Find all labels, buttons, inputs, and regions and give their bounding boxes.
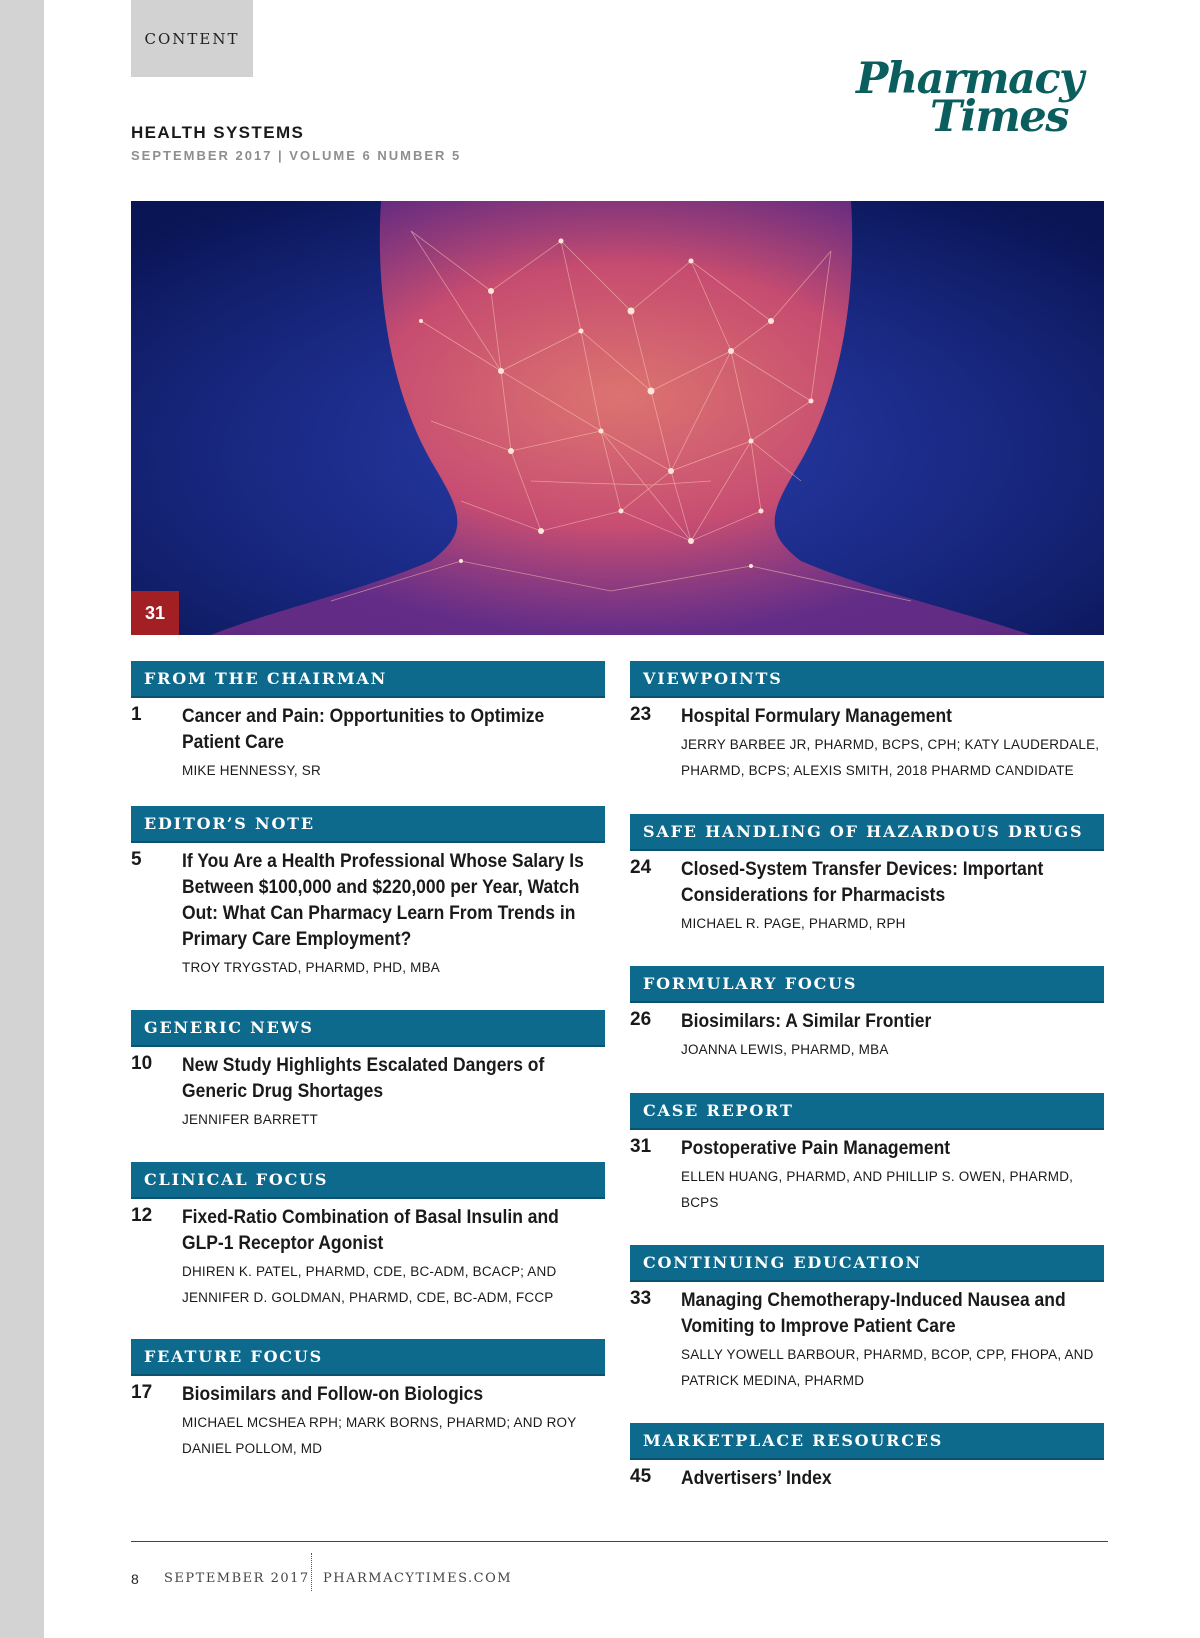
entry-author: DHIREN K. PATEL, PHARMD, CDE, BC-ADM, BCACP; AND JENNIFER D. GOLDMAN, PHARMD, CDE, BC-ADM, FCCP — [182, 1264, 557, 1305]
entry-page-number: 10 — [131, 1053, 153, 1074]
logo-word-times: Times — [930, 92, 1068, 142]
footer-date: SEPTEMBER 2017 — [164, 1571, 310, 1586]
toc-entry[interactable] — [131, 698, 605, 784]
section-heading: CASE REPORT — [630, 1093, 1104, 1130]
publication-name: HEALTH SYSTEMS — [131, 123, 305, 142]
entry-author: TROY TRYGSTAD, PHARMD, PHD, MBA — [182, 960, 440, 975]
footer-page-number: 8 — [131, 1571, 139, 1587]
entry-page-number: 5 — [131, 849, 142, 870]
section-heading: FEATURE FOCUS — [131, 1339, 605, 1376]
toc-entry[interactable] — [630, 1130, 1104, 1216]
entry-page-number: 23 — [630, 704, 652, 725]
toc-entry[interactable] — [131, 843, 605, 981]
toc-right-column — [630, 661, 1104, 1492]
toc-section — [630, 966, 1104, 1093]
section-heading: FORMULARY FOCUS — [630, 966, 1104, 1003]
toc-section — [630, 1093, 1104, 1245]
toc-section — [131, 1339, 605, 1462]
entry-author: JENNIFER BARRETT — [182, 1112, 318, 1127]
entry-title[interactable]: Postoperative Pain Management — [681, 1138, 951, 1159]
entry-author: MIKE HENNESSY, SR — [182, 763, 321, 778]
entry-author: MICHAEL R. PAGE, PHARMD, RPH — [681, 916, 906, 931]
entry-page-number: 24 — [630, 857, 652, 878]
section-heading: MARKETPLACE RESOURCES — [630, 1423, 1104, 1460]
entry-page-number: 1 — [131, 704, 142, 725]
entry-page-number: 33 — [630, 1288, 652, 1309]
entry-title[interactable]: Fixed-Ratio Combination of Basal Insulin and GLP-1 Receptor Agonist — [182, 1207, 559, 1254]
issue-info: SEPTEMBER 2017 | VOLUME 6 NUMBER 5 — [131, 148, 462, 163]
entry-page-number: 45 — [630, 1466, 652, 1487]
content-tab[interactable]: CONTENT — [131, 0, 253, 77]
toc-section — [630, 1245, 1104, 1423]
toc-entry[interactable] — [131, 1376, 605, 1462]
neural-head-illustration — [131, 201, 1104, 635]
section-heading: EDITOR’S NOTE — [131, 806, 605, 843]
section-heading: CLINICAL FOCUS — [131, 1162, 605, 1199]
toc-section — [131, 1010, 605, 1162]
entry-page-number: 26 — [630, 1009, 652, 1030]
toc-section — [131, 1162, 605, 1339]
entry-author: JERRY BARBEE JR, PHARMD, BCPS, CPH; KATY LAUDERDALE, PHARMD, BCPS; ALEXIS SMITH, 2018 PHARMD CANDIDATE — [681, 737, 1100, 778]
section-heading: CONTINUING EDUCATION — [630, 1245, 1104, 1282]
toc-section — [630, 661, 1104, 814]
toc-entry[interactable] — [630, 698, 1104, 784]
toc-entry[interactable] — [630, 1282, 1104, 1394]
section-heading: VIEWPOINTS — [630, 661, 1104, 698]
entry-title[interactable]: Closed-System Transfer Devices: Important Considerations for Pharmacists — [681, 859, 1044, 906]
section-heading: SAFE HANDLING OF HAZARDOUS DRUGS — [630, 814, 1104, 851]
toc-entry[interactable] — [131, 1047, 605, 1133]
toc-section — [131, 661, 605, 806]
footer-divider — [311, 1553, 313, 1591]
entry-title[interactable]: Biosimilars: A Similar Frontier — [681, 1011, 932, 1032]
pharmacy-times-logo[interactable] — [850, 54, 1105, 148]
toc-entry[interactable] — [630, 1003, 1104, 1063]
footer-rule — [131, 1541, 1108, 1542]
toc-section — [131, 806, 605, 1010]
entry-author: SALLY YOWELL BARBOUR, PHARMD, BCOP, CPP, FHOPA, AND PATRICK MEDINA, PHARMD — [681, 1347, 1094, 1388]
entry-author: JOANNA LEWIS, PHARMD, MBA — [681, 1042, 889, 1057]
entry-page-number: 31 — [630, 1136, 652, 1157]
footer-website-link[interactable]: PHARMACYTIMES.COM — [323, 1571, 513, 1586]
section-heading: FROM THE CHAIRMAN — [131, 661, 605, 698]
entry-page-number: 12 — [131, 1205, 153, 1226]
entry-title[interactable]: Managing Chemotherapy-Induced Nausea and Vomiting to Improve Patient Care — [681, 1290, 1066, 1337]
entry-author: ELLEN HUANG, PHARMD, AND PHILLIP S. OWEN, PHARMD, BCPS — [681, 1169, 1074, 1210]
toc-entry[interactable] — [630, 1460, 1104, 1492]
toc-entry[interactable] — [131, 1199, 605, 1311]
entry-title[interactable]: Hospital Formulary Management — [681, 706, 952, 727]
toc-left-column — [131, 661, 605, 1462]
entry-title[interactable]: New Study Highlights Escalated Dangers of Generic Drug Shortages — [182, 1055, 545, 1102]
entry-title[interactable]: If You Are a Health Professional Whose Salary Is Between $100,000 and $220,000 per Year, Watch Out: What Can Pharmacy Learn From Trends in Primary Care Employment? — [182, 851, 584, 950]
logo-word-pharmacy: Pharmacy — [856, 54, 1083, 104]
toc-section — [630, 814, 1104, 966]
section-heading: GENERIC NEWS — [131, 1010, 605, 1047]
entry-title[interactable]: Cancer and Pain: Opportunities to Optimize Patient Care — [182, 706, 545, 753]
entry-title[interactable]: Advertisers’ Index — [681, 1468, 832, 1489]
toc-section — [630, 1423, 1104, 1492]
hero-image — [131, 201, 1104, 635]
entry-author: MICHAEL MCSHEA RPH; MARK BORNS, PHARMD; AND ROY DANIEL POLLOM, MD — [182, 1415, 577, 1456]
left-margin-rail — [0, 0, 44, 1638]
hero-page-badge[interactable]: 31 — [131, 591, 179, 635]
entry-title[interactable]: Biosimilars and Follow-on Biologics — [182, 1384, 484, 1405]
toc-entry[interactable] — [630, 851, 1104, 937]
entry-page-number: 17 — [131, 1382, 153, 1403]
